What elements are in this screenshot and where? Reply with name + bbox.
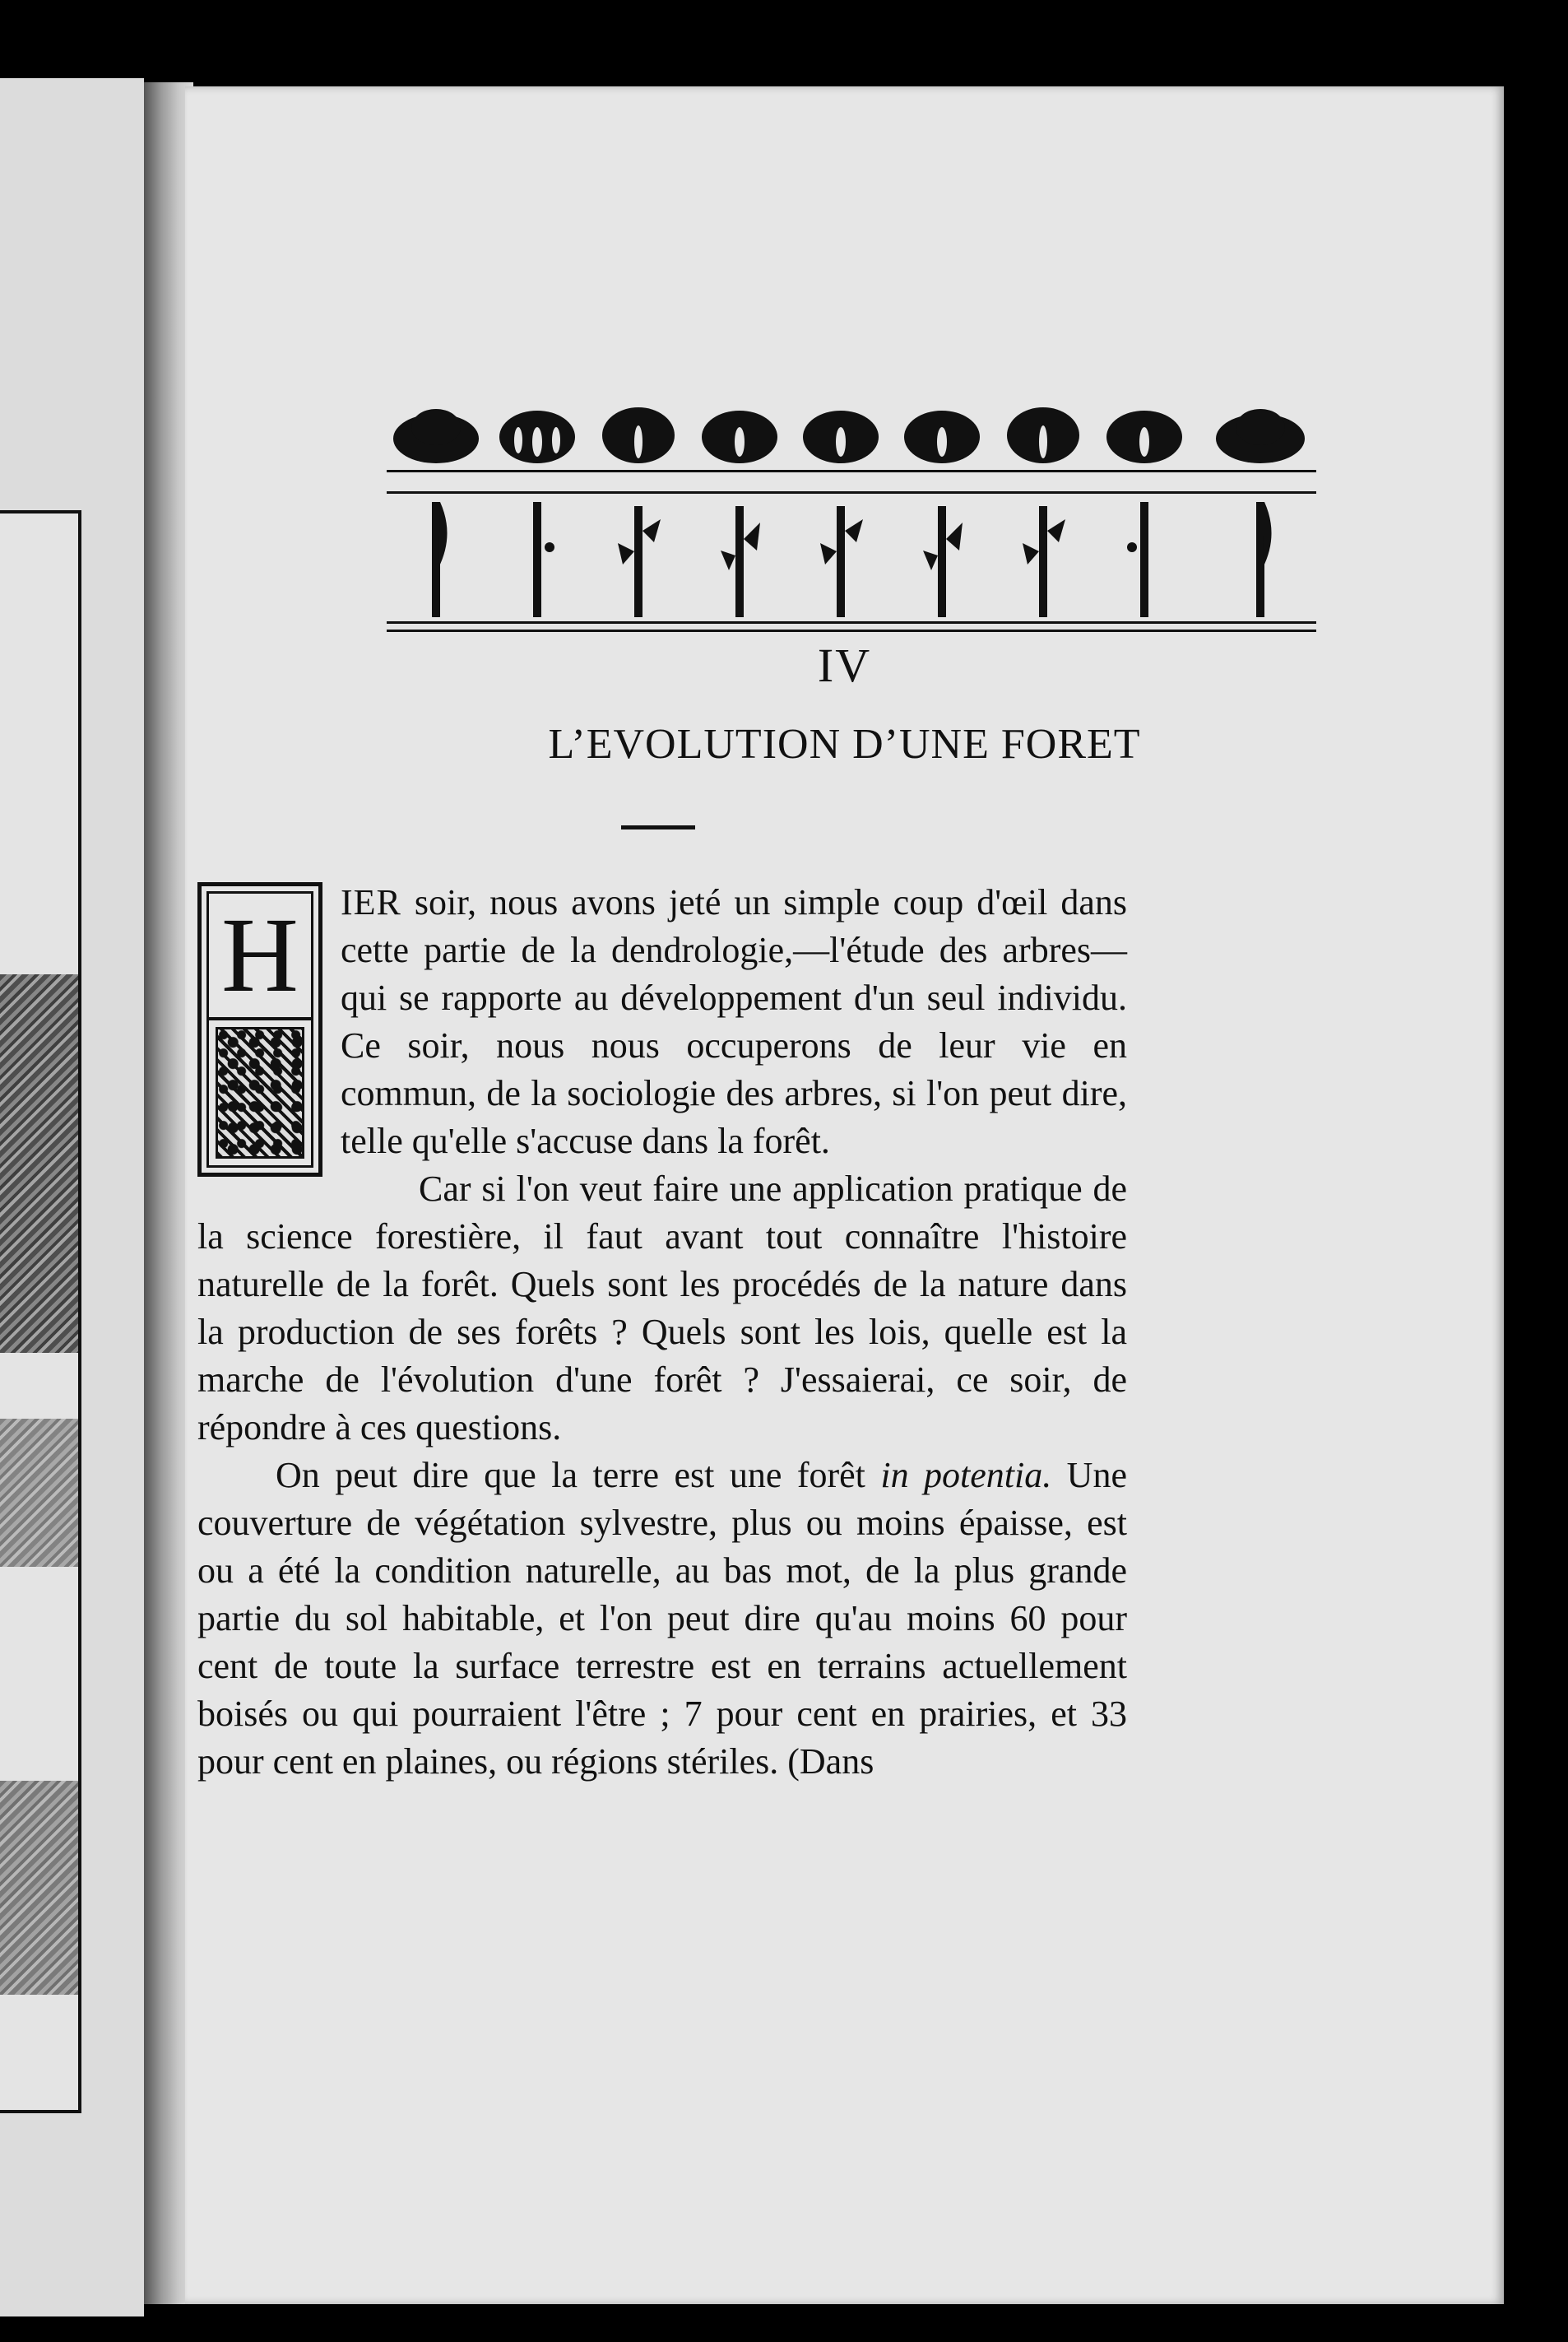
foliage-texture (0, 1781, 78, 1995)
flower-icon (393, 409, 479, 463)
dropcap-letter: H (209, 894, 311, 1020)
foliage-texture (0, 1419, 78, 1567)
book-page (185, 86, 1504, 2304)
chapter-divider (621, 825, 695, 829)
paragraph-1-text: soir, nous avons jeté un simple coup d'œil dans cette partie de la dendrologie,—l'étude des arbres—qui se rapporte au développement d'un seul individu. Ce soir, nous nous occuperons de leur vie en commun, de la sociologie des arbres, si l'on peut dire, telle qu'elle s'accuse dans la forêt. (341, 882, 1127, 1161)
paragraph-3 (197, 1452, 1127, 1786)
dropcap-continuation: IER (341, 882, 401, 922)
chapter-number: IV (817, 639, 872, 692)
paragraph-1 (197, 879, 1127, 1165)
foliage-texture (0, 974, 78, 1353)
dropcap-initial (197, 882, 322, 1177)
chapter-title: L’EVOLUTION D’UNE FORET (548, 721, 1141, 768)
paragraph-3-text-b: Une couverture de végétation sylvestre, plus ou moins épaisse, est ou a été la condition naturelle, au bas mot, de la plus grande partie du sol habitable, et l'on peut dire qu'au moins 60 pour cent de toute la surface terrestre est en terrains actuellement boisés ou qui pourraient l'être ; 7 pour cent en prairies, et 33 pour cent en plaines, ou régions stériles. (Dans (197, 1455, 1127, 1782)
dropcap-ornament-icon (216, 1027, 304, 1159)
flower-icon (1216, 409, 1305, 463)
paragraph-3-italic: in potentia. (880, 1455, 1052, 1495)
facing-page-plate (0, 510, 81, 2113)
facing-page (0, 78, 144, 2316)
paragraph-2: Car si l'on veut faire une application pratique de la science forestière, il faut avant tout connaître l'histoire naturelle de la forêt. Quels sont les procédés de la nature dans la production de ses forêts ? Quels sont les lois, quelle est la marche de l'évolution d'une forêt ? J'essaierai, ce soir, de répondre à ces questions. (197, 1169, 1127, 1447)
paragraph-3-text-a: On peut dire que la terre est une forêt (276, 1455, 881, 1495)
floral-frieze-icon (387, 399, 1316, 646)
chapter-body (197, 879, 1127, 1786)
